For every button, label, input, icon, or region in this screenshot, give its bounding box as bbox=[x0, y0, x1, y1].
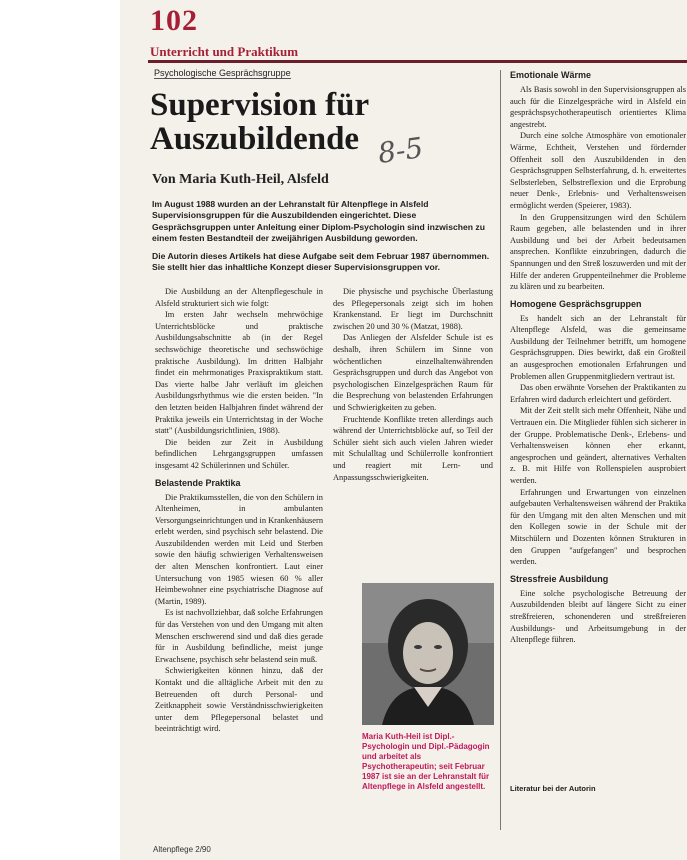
column-3 bbox=[510, 64, 686, 646]
body-paragraph: Die Praktikumsstellen, die von den Schülern in Altenheimen, in ambulanten Versorgungseinrichtungen und in Krankenhäusern erlebt werden, sind psychisch sehr belastend. Die Auszubildenden werden mit Leid und Sterben sowie den häufig schwierigen Verhaltensweisen der alten Menschen konfrontiert. Laut einer Untersuchung von 1985 wiesen 60 % aller Heimbewohner eine psychiatrische Diagnose auf (Martin, 1989). bbox=[155, 492, 324, 606]
body-paragraph: Es handelt sich an der Lehranstalt für Altenpflege Alsfeld, was die gemeinsame Ausbildung der Teilnehmer betrifft, um homogene Gesprächsgruppen. Dies bewirkt, daß ein Großteil an ausgesprochen emotionalen Erfahrungen und Problemen allen Gruppenmitgliedern vertraut ist. bbox=[510, 313, 686, 381]
literature-note: Literatur bei der Autorin bbox=[510, 784, 596, 793]
left-margin bbox=[0, 0, 120, 860]
page-footer: Altenpflege 2/90 bbox=[153, 845, 211, 854]
intro-paragraph: Die Autorin dieses Artikels hat diese Aufgabe seit dem Februar 1987 übernommen. Sie stellt hier das inhaltliche Konzept dieser Supervisionsgruppen vor. bbox=[152, 251, 490, 273]
body-paragraph: Es ist nachvollziehbar, daß solche Erfahrungen für das Verstehen von und den Umgang mit alten Menschen erschwerend sind und daß dies gerade für in Ausbildung befindliche, meist junge Erwachsene, psychisch sehr belastend sein muß. bbox=[155, 608, 323, 664]
body-paragraph: Die beiden zur Zeit in Ausbildung befindlichen Lehrgangsgruppen umfassen insgesamt 42 Schülerinnen und Schüler. bbox=[155, 437, 323, 470]
body-paragraph: Mit der Zeit stellt sich mehr Offenheit, Nähe und Vertrauen ein. Die Mitglieder fühlen sich sicherer in der Gruppe. Problematische Denk-, Erlebens- und Verhaltensweisen können eher erkannt, angesprochen und geändert, alternatives Verhalten z. B. mit Hilfe von Rollenspielen ausprobiert werden. bbox=[510, 406, 686, 485]
article-title: Supervision für Auszubildende bbox=[150, 87, 369, 157]
body-paragraph: Das oben erwähnte Vorsehen der Praktikanten zu Erfahren wird dadurch erleichtert und gefördert. bbox=[510, 383, 686, 404]
intro-paragraph: Im August 1988 wurden an der Lehranstalt für Altenpflege in Alsfeld Supervisionsgruppen für die Auszubildenden eingerichtet. Diese Gesprächsgruppen unter Anleitung einer Diplom-Psychologin sind inzwischen zu einem festen Bestandteil der zweijährigen Ausbildung geworden. bbox=[152, 199, 485, 243]
section-title: Unterricht und Praktikum bbox=[150, 44, 299, 59]
body-paragraph: Als Basis sowohl in den Supervisionsgruppen als auch für die Einzelgespräche wird in Alsfeld ein gesprächspsychotherapeutisch orientiertes Klima angestrebt. bbox=[510, 85, 686, 129]
column-rule bbox=[500, 70, 501, 830]
page-number: 102 bbox=[150, 4, 198, 37]
body-paragraph: Im ersten Jahr wechseln mehrwöchige Unterrichtsblöcke und praktische Ausbildungsabschnitte ab (in der Regel sechswöchige theoretische und sechswöchige praktische Ausbildung). Im dritten Halbjahr findet ein mehrmonatiges Praxispraktikum statt. Das vierte halbe Jahr verläuft im gleichen Ausbildungsrhythmus wie die ersten beiden. "In den letzten beiden Halbjahren findet während der Praktika jeweils ein Unterrichtstag in der Woche statt" (Ausbildungsrichtlinien, 1988). bbox=[155, 310, 323, 436]
handwritten-note: 8-5 bbox=[375, 131, 426, 170]
header-rule bbox=[148, 60, 687, 63]
body-paragraph: Schwierigkeiten können hinzu, daß der Kontakt und die alltägliche Arbeit mit den zu Betreuenden oft durch Personal- und Zeitknappheit sowie Verständnisschwierigkeiten unter dem Pflegepersonal belastet und beeinträchtigt wird. bbox=[155, 666, 323, 734]
column-1 bbox=[155, 286, 323, 735]
body-paragraph: Die physische und psychische Überlastung des Pflegepersonals zeigt sich im hohen Krankenstand. Er liegt im Durchschnitt zwischen 20 und 30 % (Matzat, 1988). bbox=[333, 287, 493, 331]
body-paragraph: Eine solche psychologische Betreuung der Auszubildenden bleibt auf längere Sicht zu einer streßfreieren, schonenderen und streßfreieren Ausbildungs- und Arbeitsumgebung in der Altenpflege führen. bbox=[510, 588, 686, 645]
kicker: Psychologische Gesprächsgruppe bbox=[154, 68, 291, 78]
photo-caption: Maria Kuth-Heil ist Dipl.-Psychologin und Dipl.-Pädagogin und arbeitet als Psychotherapeutin; seit Februar 1987 ist sie an der Lehranstalt für Altenpflege in Alsfeld angestellt. bbox=[362, 732, 490, 791]
author-photo bbox=[362, 583, 494, 725]
body-paragraph: Das Anliegen der Alsfelder Schule ist es deshalb, ihren Schülern im Sinne von wöchentlichen einzelhaltenwährenden Gesprächsgruppen und durch das Angebot von psychologischen Einzelgesprächen Raum für die Besprechung von belastenden Erfahrungen und Schwierigkeiten zu geben. bbox=[333, 333, 493, 412]
body-paragraph: Die Ausbildung an der Altenpflegeschule in Alsfeld strukturiert sich wie folgt: bbox=[155, 287, 323, 308]
body-paragraph: Erfahrungen und Erwartungen von einzelnen aufgebauten Verhaltensweisen während der Praktika für den Umgang mit den alten Menschen und mit den Kollegen sowie in der Schule mit der Mitschülern und Dozenten können Strukturen in den Gruppen "aufgefangen" und besprochen werden. bbox=[510, 487, 686, 567]
body-paragraph: Durch eine solche Atmosphäre von emotionaler Wärme, Echtheit, Verstehen und fördernder Offenheit soll den Auszubildenden in den Gesprächsgruppen Selbsterfahrung, d. h. erweitertes Selbsterleben, Selbstreflexion und die Erprobung neuer Denk-, Erlebnis- und Verhaltensweisen ermöglicht werden (Speierer, 1983). bbox=[510, 131, 686, 210]
body-paragraph: In den Gruppensitzungen wird den Schülern Raum gegeben, alle belastenden und in ihrer Ausbildung und bei der Arbeit bedeutsamen ansprechen. Konflikte einzubringen, dadurch die Spannungen und den Streß loszuwerden und mit der Hilfe der anderen Gruppenteilnehmer die Probleme zu klären und zu bearbeiten. bbox=[510, 212, 686, 292]
subheading: Belastende Praktika bbox=[155, 477, 241, 488]
article-intro bbox=[152, 199, 494, 281]
portrait-illustration bbox=[362, 583, 494, 725]
subheading: Emotionale Wärme bbox=[510, 70, 592, 80]
body-paragraph: Fruchtende Konflikte treten allerdings auch während der Unterrichtsblöcke auf, so Teil der Schüler sieht sich auch vielen Jahren wieder mit Schulalltag und Schülerrolle konfrontiert und reagiert mit Lern- und Anpassungsschwierigkeiten. bbox=[333, 414, 493, 482]
subheading: Homogene Gesprächsgruppen bbox=[510, 298, 642, 309]
subheading: Stressfreie Ausbildung bbox=[510, 573, 609, 584]
article-author: Von Maria Kuth-Heil, Alsfeld bbox=[152, 172, 329, 187]
column-2 bbox=[333, 286, 493, 483]
